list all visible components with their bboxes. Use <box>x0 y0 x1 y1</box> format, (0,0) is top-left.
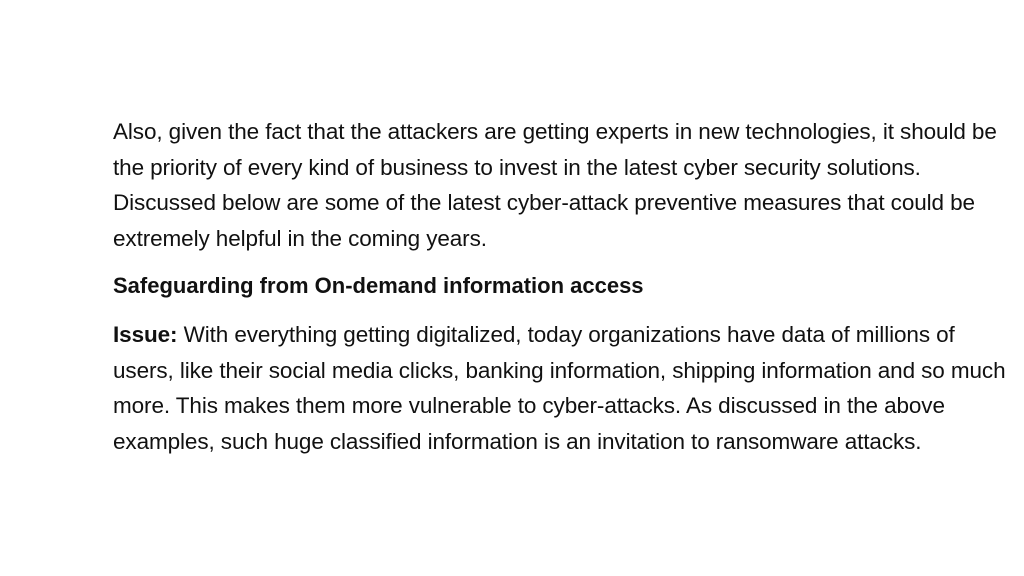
intro-paragraph: Also, given the fact that the attackers are getting experts in new technologies, it should be the priority of every kind of business to invest in the latest cyber security solutions. Discussed below are some of the latest cyber-attack preventive measures that could be extremely helpful in the coming years. <box>113 119 997 251</box>
section-heading: Safeguarding from On-demand information access <box>113 273 644 298</box>
issue-text: With everything getting digitalized, today organizations have data of millions of users, like their social media clicks, banking information, shipping information and so much more. This makes them more vulnerable to cyber-attacks. As discussed in the above examples, such huge classified information is an invitation to ransomware attacks. <box>113 322 1006 454</box>
issue-paragraph <box>113 317 1013 459</box>
slide-content <box>113 114 1013 459</box>
issue-label: Issue: <box>113 322 178 347</box>
